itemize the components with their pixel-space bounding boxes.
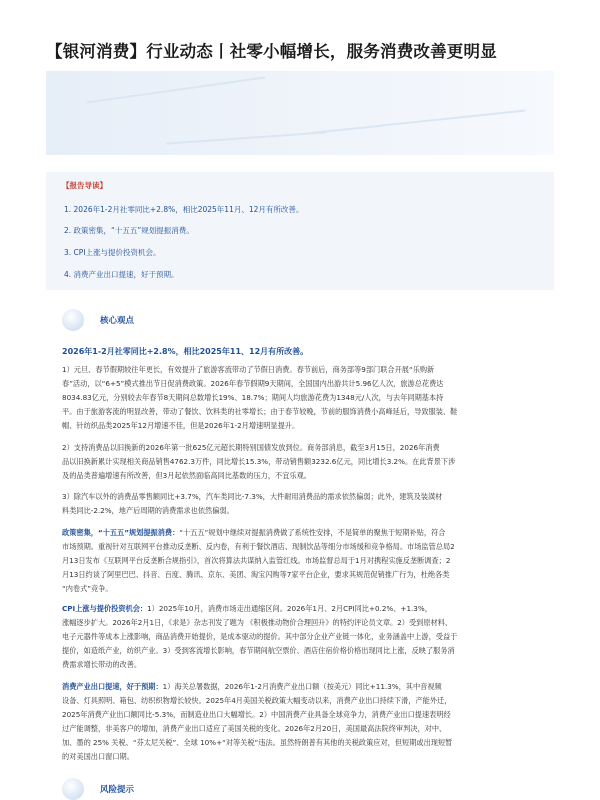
report-guide-box — [46, 172, 554, 290]
paragraph-auto-retail: 3）除汽车以外的消费品零售额同比+3.7%，汽车类同比-7.3%，大件耐用消费品的需求依然偏弱；此外，建筑及装潢材 料类同比-2.2%，地产后周期的消费需求也依然偏弱。 — [62, 492, 443, 515]
paragraph-trade-in: 2）支持消费品以旧换新的2026年第一批625亿元超长期特别国债发放到位。商务部消息，截至3月15日，2026年消费 品以旧换新累计实现相关商品销售4762.3万件，同比增长15.3%，带动销售额3232.6亿元，同比增长3.2%。在此背景下涉 及的品类普遍增速有所改善，但3月起依然面临高同比基数的压力，不宜乐观。 — [62, 443, 456, 480]
core-subtitle: 2026年1-2月社零同比+2.8%，相比2025年11、12月有所改善。 — [62, 347, 309, 356]
sphere-icon — [62, 778, 84, 800]
guide-item[interactable]: 4. 消费产业出口提速，好于预期。 — [64, 270, 179, 279]
paragraph-policy: 政策密集，“十五五”规划提振消费：“十五五”规划中继续对提振消费做了系统性安排，不是简单的聚焦于短期补贴，符合 市场预期。重视针对互联网平台推动反垄断、反内卷，有利于餐饮酒店、现制饮品等细分市场缓和竞争格局。市场监管总局2 月13日发布《互联网平台反垄断合规指引》，首次将算法共谋纳入监管红线。市场监督总局于1月对携程实施反垄断调查；2 月13日约谈了阿里巴巴、抖音、百度、腾讯、京东、美团、淘宝闪购等7家平台企业，要求其规范促销推广行为，杜绝各类 “内卷式”竞争。 — [62, 528, 455, 593]
paragraph-holiday-consumption: 1）元旦、春节假期较往年更长，有效提升了旅游客流带动了节假日消费。春节前后，商务部等9部门联合开展“乐购新 春”活动，以“6+5”模式推出节日促消费政策。2026年春节假期9天期间，全国国内出游共计5.96亿人次，旅游总花费达 8034.83亿元，分别较去年春节8天期间总数增长19%、18.7%；期间人均旅游花费为1348元/人次，与去年同期基本持 平。由于旅游客流的明显改善，带动了餐饮、饮料类的社零增长；由于春节较晚，节前的服饰消费小高峰延后，导致服装、鞋 帽、针纺织品类2025年12月增速不佳，但是2026年1-2月增速明显提升。 — [62, 365, 458, 430]
guide-item[interactable]: 2. 政策密集，“十五五”规划提振消费。 — [64, 226, 194, 235]
guide-item[interactable]: 3. CPI上涨与提价投资机会。 — [64, 248, 161, 257]
sphere-icon — [62, 309, 84, 331]
page-title: 【银河消费】行业动态丨社零小幅增长，服务消费改善更明显 — [46, 42, 497, 61]
guide-item[interactable]: 1. 2026年1-2月社零同比+2.8%，相比2025年11月、12月有所改善。 — [64, 205, 304, 214]
section-title: 风险提示 — [100, 785, 135, 795]
header-banner — [46, 71, 554, 155]
section-title: 核心观点 — [100, 316, 135, 326]
paragraph-export: 消费产业出口提速，好于预期：1）海关总署数据，2026年1-2月消费产业出口额（按美元）同比+11.3%，其中音视频 设备、灯具照明、箱包、纺织织物增长较快。2025年4月美国关税政策大幅变动以来，消费产业出口持续下滑，产能外迁， 2025年消费产业出口额同比-5.3%，而制造业出口大幅增长。2）中国消费产业具备全球竞争力，消费产业出口提速表明经 过产能调整，非美客户的增加，消费产业出口适应了美国关税的变化。2026年2月20日，美国最高法院终审判决，对中、 加、墨的 25% 关税、“芬太尼关税”、全球 10%+“对等关税”违法。虽然特朗普有其他的关税政策应对，但短期或出现短暂 的对美国出口窗口期。 — [62, 682, 453, 761]
paragraph-cpi: CPI上涨与提价投资机会：1）2025年10月，消费市场走出通缩区间。2026年1月、2月CPI同比+0.2%、+1.3%， 涨幅逐步扩大。2026年2月1日，《求是》杂志刊发了题为 《积极推动物价合理回升》的特约评论员文章。2）受到原材料、 电子元器件等成本上涨影响，商品消费开始提价，是成本驱动的提价。其中部分企业产业链一体化，业务涵盖中上游，受益于 提价，如造纸产业，纺织产业。3）受到客流增长影响，春节期间航空票价、酒店住宿价格价格出现同比上涨，反映了服务消 费需求增长带动的改善。 — [62, 604, 458, 669]
guide-heading: 【报告导读】 — [62, 181, 107, 190]
